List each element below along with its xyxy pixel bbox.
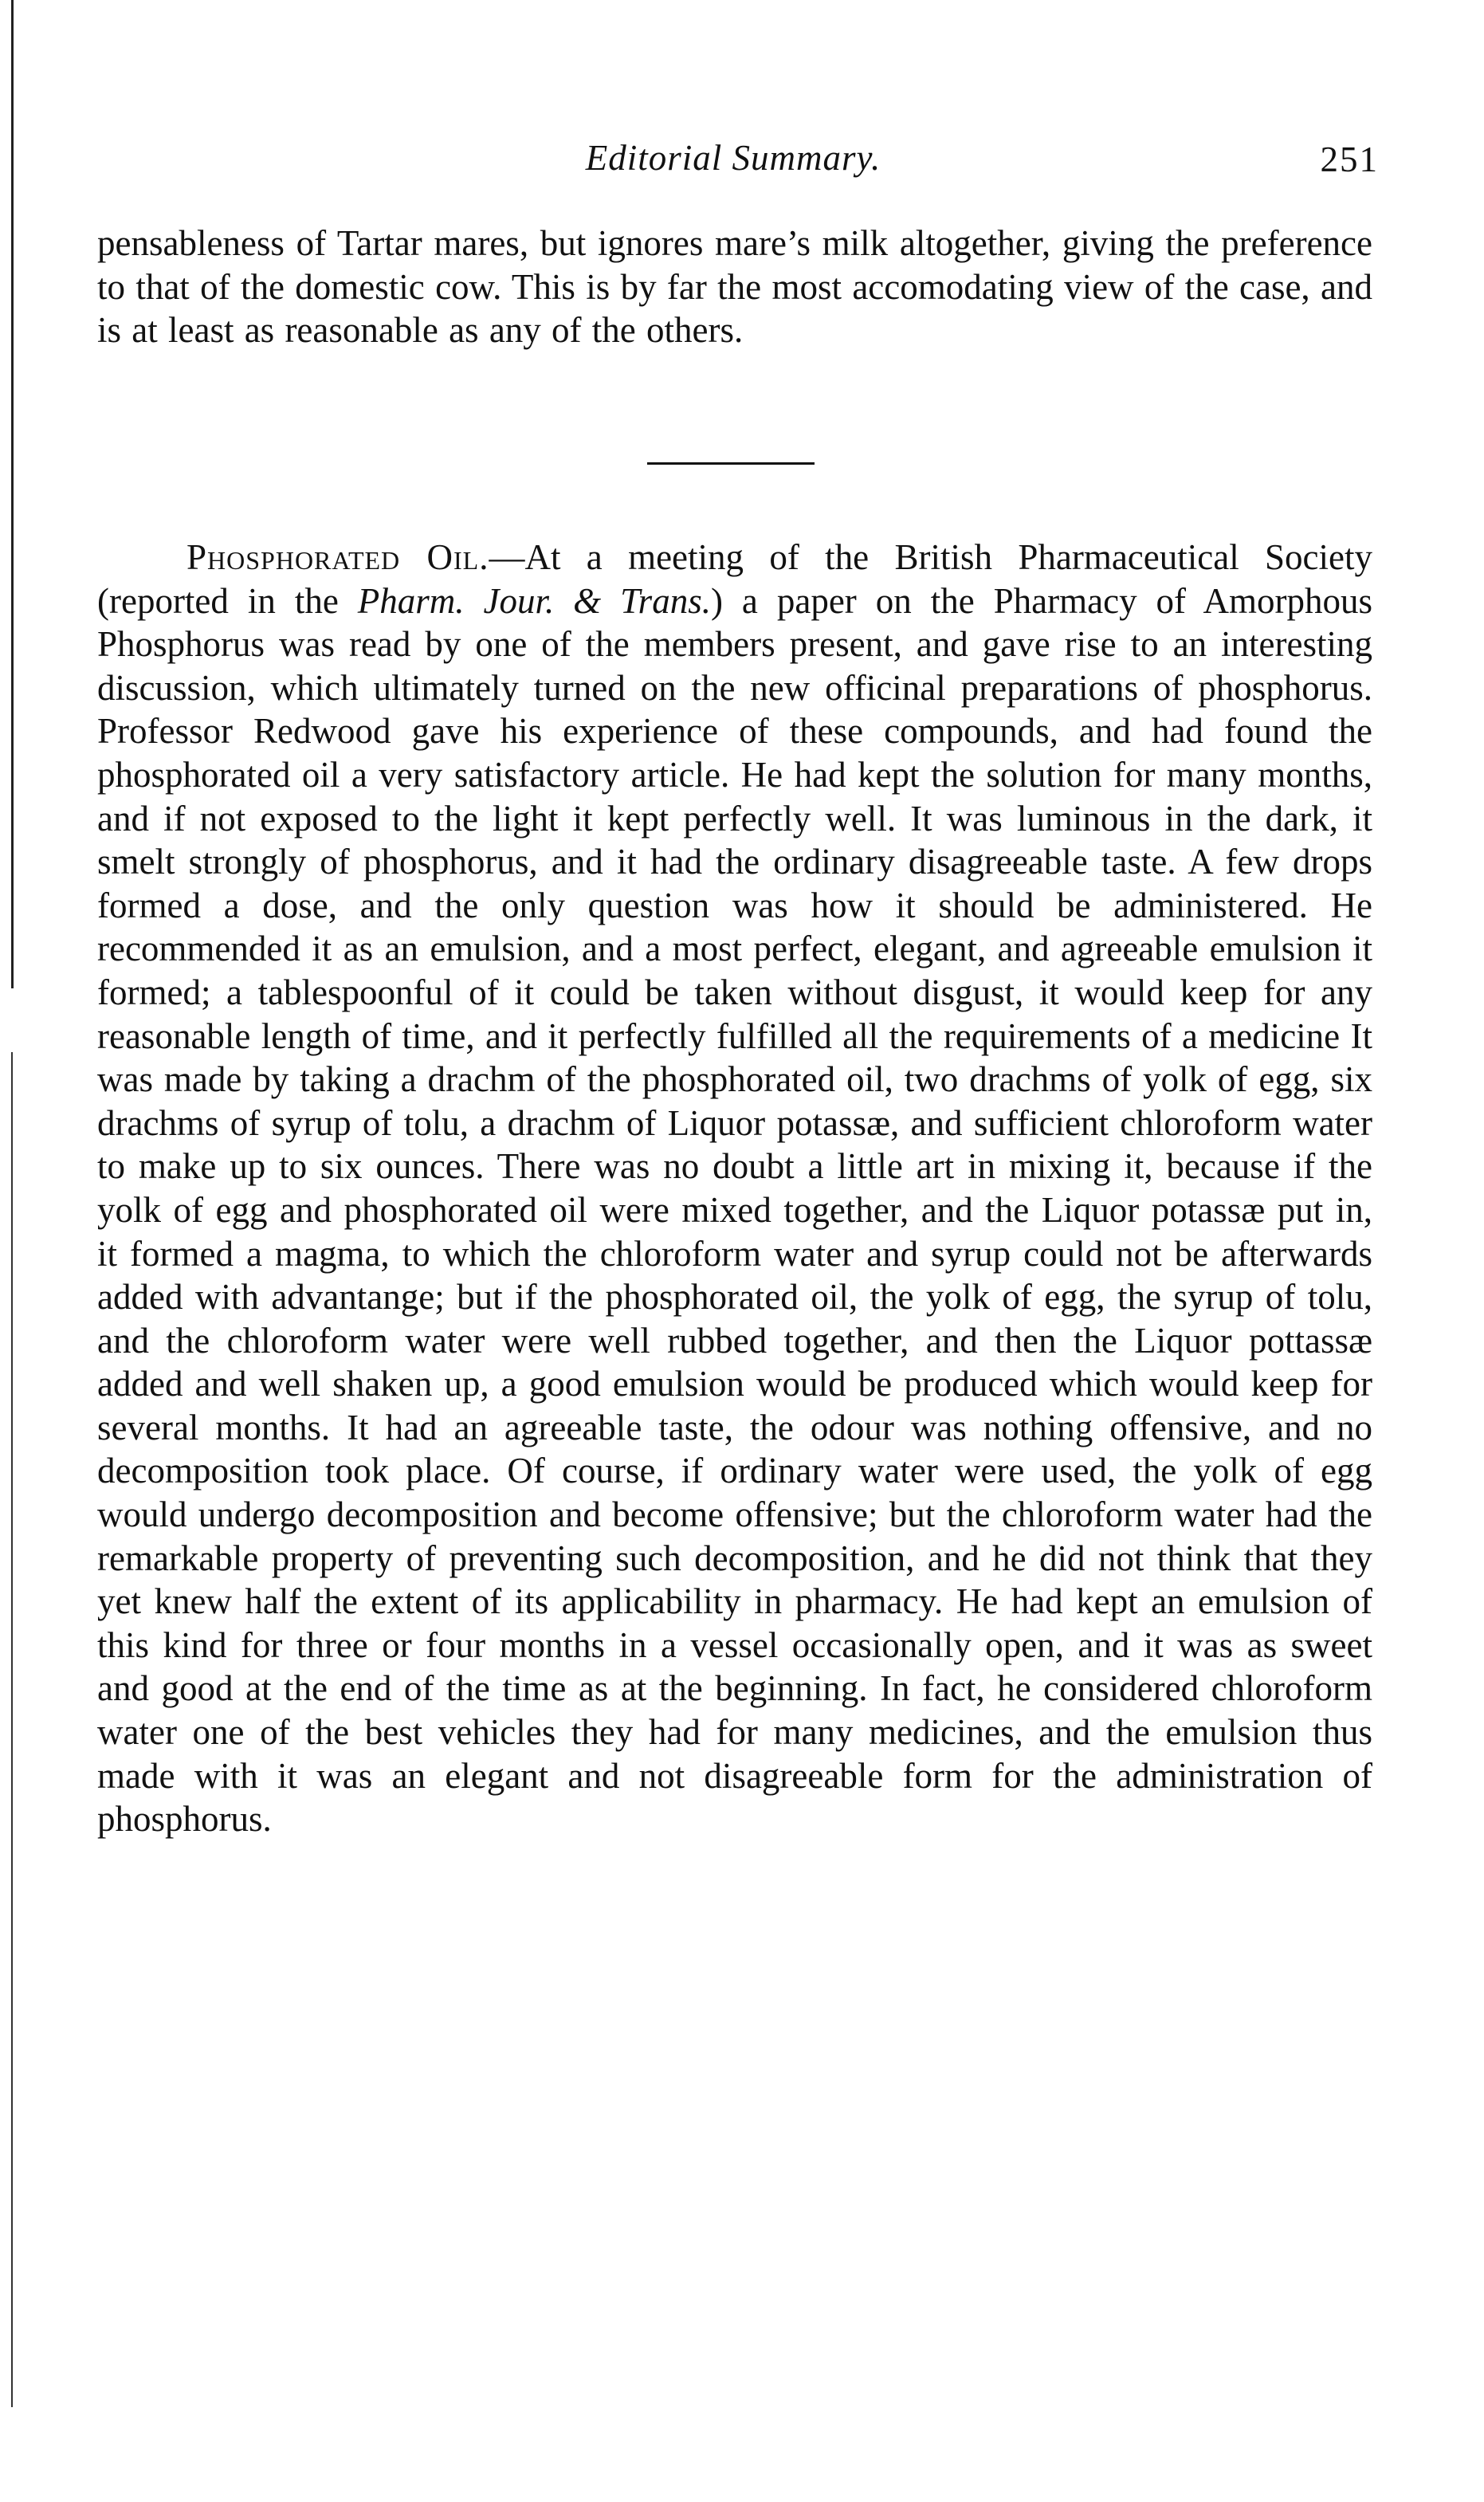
binding-edge-line <box>11 0 14 988</box>
running-title: Editorial Summary. <box>585 138 881 178</box>
section-heading: Phosphorated Oil. <box>186 537 489 577</box>
paragraph-phosphorated-oil <box>97 536 1372 1841</box>
paragraph-continued: pensableness of Tartar mares, but ignores mare’s milk altogether, giving the preference to that of the domestic cow. This is by far the most accomodating view of the case, and is at least as reasonable as any of the others. <box>97 223 1372 351</box>
running-head <box>88 137 1379 193</box>
journal-title: Pharm. Jour. & Trans. <box>357 580 711 621</box>
paragraph-body: ) a paper on the Pharmacy of Amorphous Phosphorus was read by one of the members present, and gave rise to an interesting discussion, which ultimately turned on the new officinal preparations of phosphorus. Professor Redwood gave his experience of these compounds, and had found the phosphorated oil a very satisfactory article. He had kept the solution for many months, and if not exposed to the light it kept perfectly well. It was luminous in the dark, it smelt strongly of phosphorus, and it had the ordinary disagreeable taste. A few drops formed a dose, and the only question was how it should be administered. He recommended it as an emulsion, and a most perfect, elegant, and agreeable emulsion it formed; a tablespoonful of it could be taken without disgust, it would keep for any reasonable length of time, and it perfectly fulfilled all the requirements of a medicine It was made by taking a drachm of the phosphorated oil, two drachms of yolk of egg, six drachms of syrup of tolu, a drachm of Liquor potassæ, and sufficient chloroform water to make up to six ounces. There was no doubt a little art in mixing it, because if the yolk of egg and phosphorated oil were mixed together, and the Liquor potassæ put in, it formed a magma, to which the chloroform water and syrup could not be afterwards added with advantange; but if the phosphorated oil, the yolk of egg, the syrup of tolu, and the chloroform water were well rubbed together, and then the Liquor pottassæ added and well shaken up, a good emulsion would be produced which would keep for several months. It had an agreeable taste, the odour was nothing offensive, and no decomposition took place. Of course, if ordinary water were used, the yolk of egg would undergo decomposition and become offensive; but the chloroform water had the remarkable property of preventing such decomposition, and he did not think that they yet knew half the extent of its applicability in pharmacy. He had kept an emulsion of this kind for three or four months in a vessel occasionally open, and it was as sweet and good at the end of the time as at the beginning. In fact, he considered chloroform water one of the best vehicles they had for many medicines, and the emulsion thus made with it was an elegant and not disagreeable form for the administration of phosphorus. <box>97 580 1372 1840</box>
section-divider <box>647 462 815 465</box>
paragraph-intro: —At a meeting of the British Pharmaceutical Society (reported in the <box>97 537 1372 621</box>
binding-edge-line-lower <box>11 1052 13 2407</box>
page-number: 251 <box>1320 139 1379 179</box>
